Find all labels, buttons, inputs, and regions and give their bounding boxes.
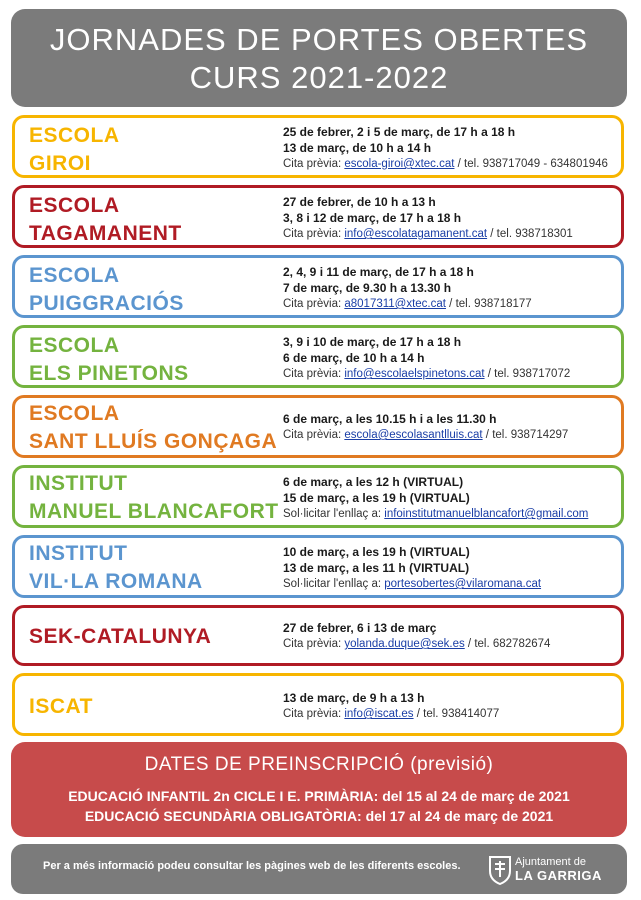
date-line: 13 de març, de 10 h a 14 h [283,141,432,155]
ajuntament-logo [485,853,605,887]
email-link[interactable]: yolanda.duque@sek.es [344,638,465,650]
contact-prefix: Cita prèvia: [283,228,345,240]
contact-line [283,226,615,242]
contact-prefix: Cita prèvia: [283,158,345,170]
date-line: 3, 8 i 12 de març, de 17 h a 18 h [283,211,462,225]
contact-suffix: / tel. 938714297 [482,429,569,441]
date-line: 27 de febrer, de 10 h a 13 h [283,195,436,209]
school-card-iscat [12,673,624,736]
header-subtitle: CURS 2021-2022 [189,60,449,95]
preinscription-line: EDUCACIÓ INFANTIL 2n CICLE I E. PRIMÀRIA: del 15 al 24 de març de 2021 [68,788,570,804]
date-line: 6 de març, a les 10.15 h i a les 11.30 h [283,412,497,426]
footer-text: Per a més informació podeu consultar les pàgines web de les diferents escoles. [43,860,461,872]
contact-suffix: / tel. 938718177 [445,298,532,310]
school-info [283,544,615,592]
school-card-puiggracios [12,255,624,318]
date-line: 7 de març, de 9.30 h a 13.30 h [283,281,452,295]
date-line: 13 de març, a les 11 h (VIRTUAL) [283,561,470,575]
date-line: 27 de febrer, 6 i 13 de març [283,621,437,635]
logo-line2: LA GARRIGA [515,868,602,883]
school-name-line2: TAGAMANENT [29,222,182,245]
shield-icon [487,855,513,885]
contact-line [283,296,615,312]
school-name-line1: ESCOLA [29,402,120,425]
school-name-line2: SANT LLUÍS GONÇAGA [29,430,278,453]
date-line: 3, 9 i 10 de març, de 17 h a 18 h [283,335,462,349]
school-card-els-pinetons [12,325,624,388]
preinscription-title: DATES DE PREINSCRIPCIÓ (previsió) [144,754,494,775]
school-info [283,411,615,443]
school-name-line1: INSTITUT [29,542,128,565]
school-info [283,690,615,722]
contact-line [283,366,615,382]
contact-line [283,576,615,592]
school-name-line1: INSTITUT [29,472,128,495]
contact-line [283,506,615,522]
contact-prefix: Sol·licitar l'enllaç a: [283,578,385,590]
contact-suffix: / tel. 938717049 - 634801946 [454,158,608,170]
email-link[interactable]: a8017311@xtec.cat [344,298,446,310]
contact-prefix: Sol·licitar l'enllaç a: [283,508,385,520]
contact-line [283,636,615,652]
email-link[interactable]: info@iscat.es [344,708,414,720]
contact-suffix: / tel. 938718301 [487,228,573,240]
school-name: SEK-CATALUNYA [29,625,212,648]
contact-suffix: / tel. 938414077 [413,708,500,720]
contact-prefix: Cita prèvia: [283,638,345,650]
contact-line [283,156,615,172]
header-title: JORNADES DE PORTES OBERTES [49,22,589,57]
date-line: 6 de març, a les 12 h (VIRTUAL) [283,475,464,489]
school-name-line1: ESCOLA [29,264,120,287]
page-header [11,9,627,107]
date-line: 6 de març, de 10 h a 14 h [283,351,425,365]
school-info [283,264,615,312]
school-info [283,620,615,652]
contact-line [283,706,615,722]
email-link[interactable]: portesobertes@vilaromana.cat [384,578,542,590]
school-card-sant-lluis-goncaga [12,395,624,458]
school-card-tagamanent [12,185,624,248]
contact-prefix: Cita prèvia: [283,429,345,441]
contact-line [283,427,615,443]
school-card-giroi [12,115,624,178]
school-name-line2: PUIGGRACIÓS [29,292,184,315]
date-line: 15 de març, a les 19 h (VIRTUAL) [283,491,470,505]
school-info [283,334,615,382]
school-card-sek-catalunya [12,605,624,666]
school-name-line2: GIROI [29,152,92,175]
contact-suffix: / tel. 938717072 [484,368,571,380]
email-link[interactable]: escola-giroi@xtec.cat [344,158,455,170]
contact-prefix: Cita prèvia: [283,368,345,380]
preinscription-box [11,742,627,837]
date-line: 13 de març, de 9 h a 13 h [283,691,425,705]
email-link[interactable]: escola@escolasantlluis.cat [344,429,483,441]
school-info [283,474,615,522]
school-name-line1: ESCOLA [29,334,120,357]
email-link[interactable]: info@escolaelspinetons.cat [344,368,485,380]
date-line: 2, 4, 9 i 11 de març, de 17 h a 18 h [283,265,474,279]
school-info [283,124,615,172]
date-line: 25 de febrer, 2 i 5 de març, de 17 h a 18 h [283,125,516,139]
school-card-manuel-blancafort [12,465,624,528]
contact-prefix: Cita prèvia: [283,708,345,720]
school-name-line2: VIL·LA ROMANA [29,570,203,593]
school-info [283,194,615,242]
email-link[interactable]: infoinstitutmanuelblancafort@gmail.com [384,508,589,520]
school-name-line1: ESCOLA [29,124,120,147]
school-name-line2: ELS PINETONS [29,362,189,385]
logo-line1: Ajuntament de [515,856,586,868]
school-name-line1: ESCOLA [29,194,120,217]
school-name-line2: MANUEL BLANCAFORT [29,500,279,523]
school-card-vila-romana [12,535,624,598]
page-footer [11,844,627,894]
contact-suffix: / tel. 682782674 [464,638,551,650]
preinscription-line: EDUCACIÓ SECUNDÀRIA OBLIGATÒRIA: del 17 al 24 de març de 2021 [84,808,554,824]
email-link[interactable]: info@escolatagamanent.cat [344,228,488,240]
contact-prefix: Cita prèvia: [283,298,345,310]
school-name: ISCAT [29,695,93,718]
date-line: 10 de març, a les 19 h (VIRTUAL) [283,545,470,559]
